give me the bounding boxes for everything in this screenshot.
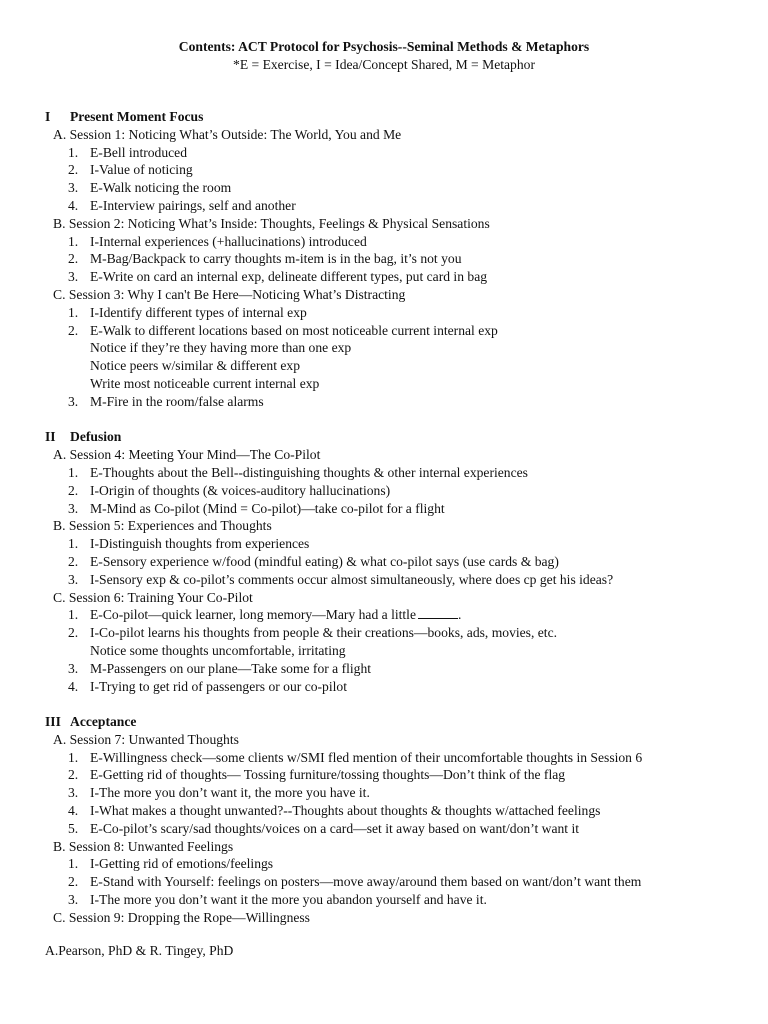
list-item-number: 2. [68, 251, 79, 267]
list-item-number: 2. [68, 625, 79, 641]
list-item [0, 553, 768, 571]
list-item-text-content: E-Thoughts about the Bell--distinguishing thoughts & other internal experiences [90, 464, 528, 480]
list-item-text [90, 855, 273, 873]
list-item [0, 179, 768, 197]
section-heading-line [0, 108, 768, 126]
list-item-number: 3. [68, 269, 79, 285]
list-item-continuation [0, 357, 768, 375]
list-item-text-content: E-Bell introduced [90, 144, 188, 160]
list-item [0, 855, 768, 873]
list-item-text [90, 571, 613, 589]
list-item [0, 268, 768, 286]
list-item-text-content: I-Getting rid of emotions/feelings [90, 856, 274, 872]
list-item-text [90, 820, 579, 838]
list-item [0, 250, 768, 268]
session-heading-line [0, 909, 768, 927]
list-item-text-content: E-Interview pairings, self and another [90, 197, 296, 213]
list-item-text-content: M-Bag/Backpack to carry thoughts m-item is in the bag, it’s not you [90, 251, 462, 267]
section-spacer [0, 695, 768, 713]
list-item-number: 1. [68, 607, 79, 623]
list-item-text [90, 464, 528, 482]
list-item-number: 1. [68, 233, 79, 249]
list-item [0, 500, 768, 518]
list-item [0, 197, 768, 215]
session-label: B. Session 8: Unwanted Feelings [53, 838, 234, 854]
list-item-text [90, 304, 307, 322]
abbreviation-legend: *E = Exercise, I = Idea/Concept Shared, M = Metaphor [233, 57, 535, 72]
list-item-number: 3. [68, 180, 79, 196]
list-item-text-content: I-What makes a thought unwanted?--Thoughts about thoughts & thoughts w/attached feelings [90, 803, 601, 819]
session-label: A. Session 7: Unwanted Thoughts [53, 731, 239, 747]
continuation-text: Write most noticeable current internal exp [90, 375, 320, 391]
session-label: C. Session 3: Why I can't Be Here—Noticing What’s Distracting [53, 286, 406, 302]
list-item-text-content: I-Origin of thoughts (& voices-auditory hallucinations) [90, 482, 391, 498]
continuation-text: Notice if they’re they having more than one exp [90, 340, 352, 356]
list-item-text-content: I-Trying to get rid of passengers or our co-pilot [90, 678, 347, 694]
list-item-text [90, 393, 264, 411]
list-item [0, 161, 768, 179]
section-heading: Present Moment Focus [70, 109, 204, 124]
list-item-text [90, 766, 565, 784]
list-item-text-content: E-Co-pilot’s scary/sad thoughts/voices on a card—set it away based on want/don’t want it [90, 820, 580, 836]
list-item-number: 2. [68, 162, 79, 178]
document-title: Contents: ACT Protocol for Psychosis--Seminal Methods & Metaphors [178, 39, 590, 54]
list-item-text-content: I-Identify different types of internal exp [90, 304, 307, 320]
list-item [0, 802, 768, 820]
session-label: B. Session 5: Experiences and Thoughts [53, 518, 272, 534]
list-item-number: 3. [68, 393, 79, 409]
authors-line: A.Pearson, PhD & R. Tingey, PhD [45, 943, 234, 958]
list-item-text-content: I-Co-pilot learns his thoughts from people & their creations—books, ads, movies, etc. [90, 625, 558, 641]
list-item-text [90, 678, 347, 696]
list-item-number: 1. [68, 304, 79, 320]
section-numeral: III [45, 714, 61, 730]
list-item-text [90, 482, 390, 500]
list-item [0, 784, 768, 802]
blank-period: . [458, 607, 462, 623]
session-heading-line [0, 126, 768, 144]
list-item-text [90, 535, 309, 553]
list-item-text [90, 322, 498, 340]
contents-list [0, 108, 768, 927]
list-item-continuation [0, 339, 768, 357]
list-item-number: 3. [68, 892, 79, 908]
list-item-number: 1. [68, 856, 79, 872]
list-item [0, 820, 768, 838]
continuation-text: Notice peers w/similar & different exp [90, 358, 301, 374]
list-item-number: 2. [68, 767, 79, 783]
section-heading: Defusion [70, 429, 122, 445]
list-item-text-content: E-Write on card an internal exp, delineate different types, put card in bag [90, 269, 488, 285]
list-item [0, 144, 768, 162]
section-numeral: II [45, 429, 56, 445]
list-item-text [90, 250, 462, 268]
section-numeral: I [45, 109, 51, 124]
list-item [0, 678, 768, 696]
list-item-text-content: E-Getting rid of thoughts— Tossing furniture/tossing thoughts—Don’t think of the flag [90, 767, 566, 783]
list-item [0, 233, 768, 251]
list-item [0, 393, 768, 411]
session-heading-line [0, 731, 768, 749]
list-item-continuation [0, 642, 768, 660]
list-item-text-content: M-Passengers on our plane—Take some for a flight [90, 660, 372, 676]
session-label: A. Session 4: Meeting Your Mind—The Co-Pilot [53, 447, 321, 463]
list-item [0, 482, 768, 500]
list-item [0, 891, 768, 909]
session-label: B. Session 2: Noticing What’s Inside: Thoughts, Feelings & Physical Sensations [53, 215, 490, 231]
list-item-text-content: I-Value of noticing [90, 162, 193, 178]
section-spacer [0, 411, 768, 429]
list-item-text [90, 802, 600, 820]
list-item [0, 571, 768, 589]
list-item-text-content: E-Stand with Yourself: feelings on posters—move away/around them based on want/don’t want them [90, 874, 642, 890]
list-item-number: 4. [68, 678, 79, 694]
list-item-text-content: M-Fire in the room/false alarms [90, 393, 264, 409]
list-item-text [90, 749, 642, 767]
list-item-text-content: M-Mind as Co-pilot (Mind = Co-pilot)—take co-pilot for a flight [90, 500, 445, 516]
list-item [0, 624, 768, 642]
list-item [0, 766, 768, 784]
list-item [0, 322, 768, 340]
list-item-text [90, 891, 487, 909]
list-item-number: 3. [68, 500, 79, 516]
list-item-number: 1. [68, 144, 79, 160]
list-item-number: 5. [68, 820, 79, 836]
list-item-text [90, 873, 641, 891]
list-item-number: 1. [68, 464, 79, 480]
list-item [0, 464, 768, 482]
list-item-text [90, 606, 461, 624]
section-heading-line [0, 428, 768, 446]
session-heading-line [0, 838, 768, 856]
list-item-number: 4. [68, 197, 79, 213]
list-item [0, 873, 768, 891]
list-item-text-content: I-Internal experiences (+hallucinations) introduced [90, 233, 367, 249]
list-item-text [90, 233, 367, 251]
list-item-text [90, 268, 487, 286]
list-item-number: 2. [68, 322, 79, 338]
continuation-text: Notice some thoughts uncomfortable, irritating [90, 642, 346, 658]
list-item [0, 660, 768, 678]
session-heading-line [0, 215, 768, 233]
list-item-text-content: I-The more you don’t want it the more you abandon yourself and have it. [90, 892, 487, 908]
session-label: A. Session 1: Noticing What’s Outside: The World, You and Me [53, 126, 402, 142]
list-item [0, 749, 768, 767]
fill-in-blank [418, 606, 458, 619]
list-item-text [90, 660, 371, 678]
list-item-number: 4. [68, 803, 79, 819]
session-label: C. Session 9: Dropping the Rope—Willingness [53, 909, 310, 925]
list-item-continuation [0, 375, 768, 393]
list-item-number: 3. [68, 785, 79, 801]
list-item-text-content: E-Co-pilot—quick learner, long memory—Mary had a little [90, 607, 416, 623]
list-item-text [90, 179, 231, 197]
list-item-number: 2. [68, 482, 79, 498]
list-item-text-content: I-The more you don’t want it, the more you have it. [90, 785, 370, 801]
list-item-text-content: E-Walk to different locations based on most noticeable current internal exp [90, 322, 498, 338]
list-item-text-content: I-Sensory exp & co-pilot’s comments occur almost simultaneously, where does cp get his ideas? [90, 571, 614, 587]
session-label: C. Session 6: Training Your Co-Pilot [53, 589, 253, 605]
list-item-text-content: E-Willingness check—some clients w/SMI fled mention of their uncomfortable thoughts in Session 6 [90, 749, 643, 765]
list-item-number: 1. [68, 749, 79, 765]
list-item-text [90, 553, 559, 571]
list-item [0, 535, 768, 553]
list-item-text-content: I-Distinguish thoughts from experiences [90, 536, 310, 552]
list-item-text-content: E-Walk noticing the room [90, 180, 232, 196]
list-item-text [90, 500, 445, 518]
session-heading-line [0, 286, 768, 304]
list-item-number: 3. [68, 660, 79, 676]
list-item-number: 1. [68, 536, 79, 552]
list-item-text [90, 784, 370, 802]
section-heading: Acceptance [70, 714, 137, 730]
list-item-text [90, 161, 193, 179]
list-item-text [90, 624, 557, 642]
list-item-text [90, 144, 187, 162]
list-item [0, 304, 768, 322]
list-item [0, 606, 768, 624]
session-heading-line [0, 589, 768, 607]
list-item-text [90, 197, 296, 215]
session-heading-line [0, 517, 768, 535]
list-item-text-content: E-Sensory experience w/food (mindful eating) & what co-pilot says (use cards & bag) [90, 553, 559, 569]
section-heading-line [0, 713, 768, 731]
session-heading-line [0, 446, 768, 464]
list-item-number: 2. [68, 874, 79, 890]
list-item-number: 2. [68, 553, 79, 569]
list-item-number: 3. [68, 571, 79, 587]
